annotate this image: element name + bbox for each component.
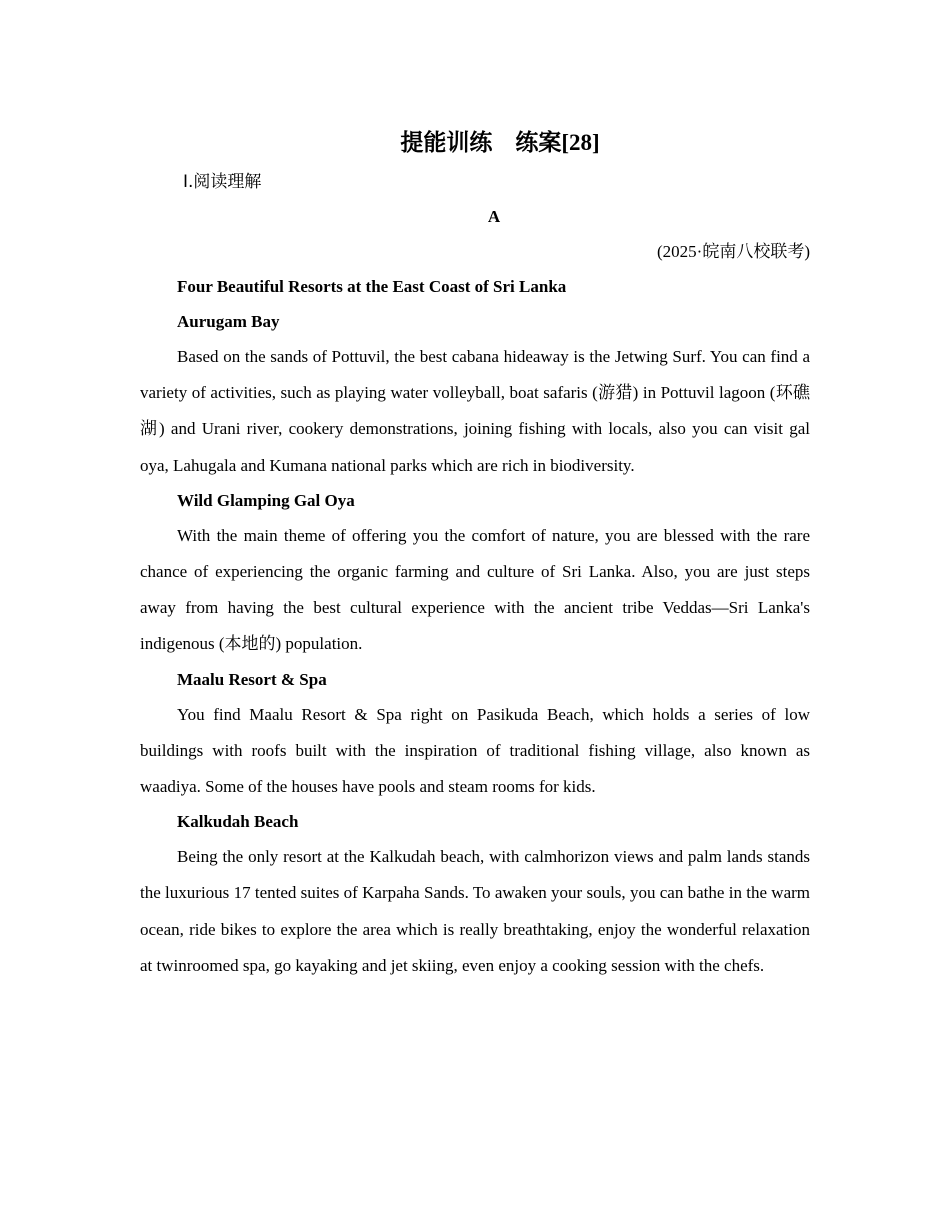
- section-heading-aurugam-bay: Aurugam Bay: [177, 312, 280, 331]
- document-page: [140, 126, 810, 989]
- section-heading-wild-glamping: Wild Glamping Gal Oya: [177, 490, 355, 510]
- section-body-maalu-resort: You find Maalu Resort & Spa right on Pasikuda Beach, which holds a series of low buildings with roofs built with the inspiration of traditional fishing village, also known as waadiya. Some of the houses have pools and steam rooms for kids.: [140, 704, 810, 797]
- section-body-aurugam-bay: Based on the sands of Pottuvil, the best cabana hideaway is the Jetwing Surf. You can find a variety of activities, such as playing water volleyball, boat safaris (游猎) in Pottuvil lagoon (环礁湖) and Urani river, cookery demonstrations, joining fishing with locals, also you can visit gal oya, Lahugala and Kumana national parks which are rich in biodiversity.: [140, 347, 810, 475]
- section-body-wild-glamping: With the main theme of offering you the comfort of nature, you are blessed with the rare chance of experiencing the organic farming and culture of Sri Lanka. Also, you are just steps away from having the best cultural experience with the ancient tribe Veddas—Sri Lanka's indigenous (本地的) population.: [140, 525, 810, 654]
- section-label: Ⅰ.阅读理解: [183, 172, 262, 192]
- section-heading-maalu-resort: Maalu Resort & Spa: [177, 669, 327, 689]
- source-citation: (2025·皖南八校联考): [657, 242, 810, 261]
- passage-letter: A: [487, 207, 501, 226]
- section-heading-kalkudah-beach: Kalkudah Beach: [177, 812, 299, 832]
- article-title: Four Beautiful Resorts at the East Coast of Sri Lanka: [177, 277, 567, 296]
- page-title: 提能训练 练案[28]: [400, 130, 600, 155]
- section-body-kalkudah-beach: Being the only resort at the Kalkudah beach, with calmhorizon views and palm lands stands the luxurious 17 tented suites of Karpaha Sands. To awaken your souls, you can bathe in the warm ocean, ride bikes to explore the area which is really breathtaking, enjoy the wonderful relaxation at twinroomed spa, go kayaking and jet skiing, even enjoy a cooking session with the chefs.: [140, 847, 810, 975]
